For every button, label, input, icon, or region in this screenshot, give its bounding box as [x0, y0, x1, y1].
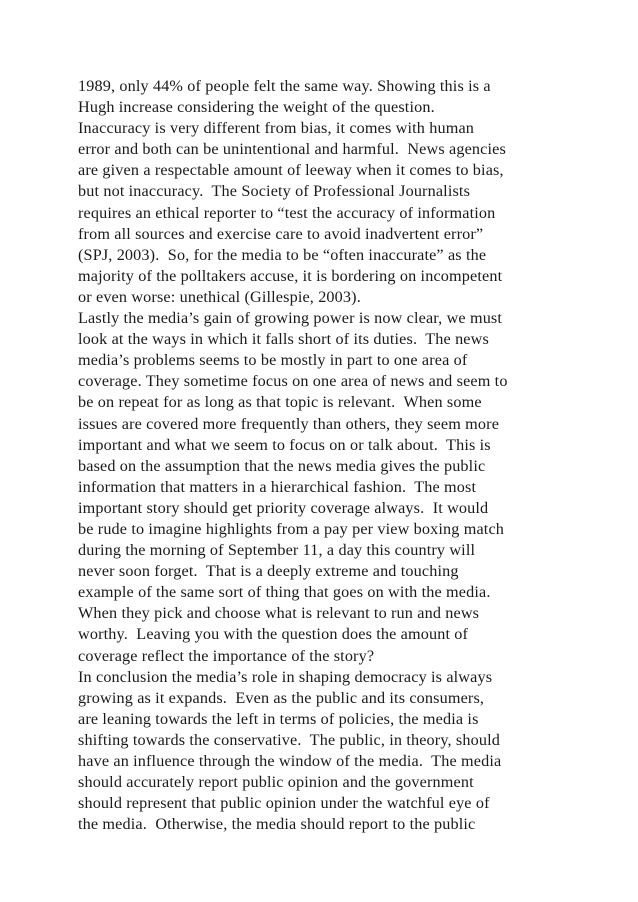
text-line: from all sources and exercise care to avoid inadvertent error” [78, 224, 484, 243]
text-line: information that matters in a hierarchical fashion. The most [78, 477, 477, 496]
text-line: growing as it expands. Even as the public and its consumers, [78, 688, 485, 707]
text-line: important story should get priority coverage always. It would [78, 498, 489, 517]
text-line: coverage. They sometime focus on one area of news and seem to [78, 372, 508, 391]
text-line: are leaning towards the left in terms of policies, the media is [78, 709, 479, 728]
text-line: but not inaccuracy. The Society of Professional Journalists [78, 182, 471, 201]
text-line: error and both can be unintentional and harmful. News agencies [78, 140, 506, 159]
text-line: Hugh increase considering the weight of the question. [78, 98, 435, 117]
text-line: based on the assumption that the news media gives the public [78, 456, 486, 475]
text-line: (SPJ, 2003). So, for the media to be “often inaccurate” as the [78, 245, 487, 264]
text-line: Inaccuracy is very different from bias, it comes with human [78, 119, 475, 138]
text-line: during the morning of September 11, a day this country will [78, 541, 476, 560]
text-line: shifting towards the conservative. The public, in theory, should [78, 730, 501, 749]
text-line: requires an ethical reporter to “test the accuracy of information [78, 203, 496, 222]
text-line: have an influence through the window of the media. The media [78, 752, 502, 770]
text-line: be rude to imagine highlights from a pay per view boxing match [78, 519, 505, 538]
text-line: example of the same sort of thing that goes on with the media. [78, 583, 491, 602]
text-line: majority of the polltakers accuse, it is bordering on incompetent [78, 266, 503, 285]
text-line: important and what we seem to focus on or talk about. This is [78, 435, 491, 454]
text-line: 1989, only 44% of people felt the same way. Showing this is a [78, 77, 491, 95]
text-line: issues are covered more frequently than others, they seem more [78, 414, 500, 433]
text-line: coverage reflect the importance of the story? [78, 646, 375, 665]
text-line: or even worse: unethical (Gillespie, 2003). [78, 287, 361, 306]
text-line: never soon forget. That is a deeply extreme and touching [78, 562, 459, 581]
text-line: In conclusion the media’s role in shaping democracy is always [78, 667, 493, 686]
text-line: Lastly the media’s gain of growing power is now clear, we must [78, 309, 503, 328]
body-text [78, 76, 618, 835]
text-line: should accurately report public opinion and the government [78, 773, 474, 792]
text-line: media’s problems seems to be mostly in part to one area of [78, 351, 468, 370]
text-line: When they pick and choose what is relevant to run and news [78, 604, 480, 623]
text-line: be on repeat for as long as that topic is relevant. When some [78, 393, 482, 412]
text-line: the media. Otherwise, the media should report to the public [78, 815, 476, 834]
text-line: look at the ways in which it falls short of its duties. The news [78, 330, 489, 349]
text-line: worthy. Leaving you with the question does the amount of [78, 625, 469, 644]
text-line: are given a respectable amount of leeway when it comes to bias, [78, 161, 504, 180]
text-line: should represent that public opinion under the watchful eye of [78, 794, 490, 813]
